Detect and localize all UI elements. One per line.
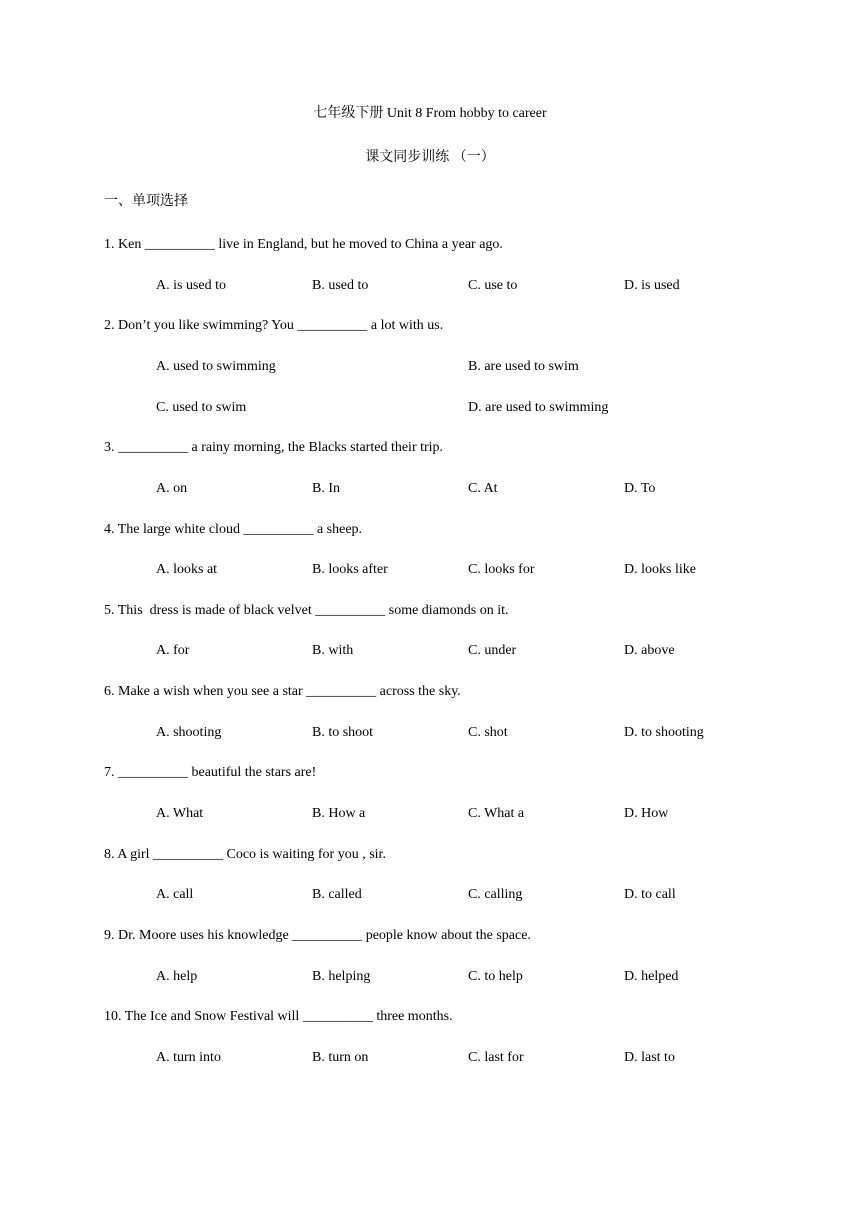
q3-option-b: B. In xyxy=(312,481,340,496)
q6-option-d: D. to shooting xyxy=(624,725,704,740)
q7-option-a: A. What xyxy=(156,806,204,821)
question-8: 8. A girl __________ Coco is waiting for you , sir. xyxy=(104,847,386,862)
q4-option-c: C. looks for xyxy=(468,562,535,577)
document-title: 七年级下册 Unit 8 From hobby to career xyxy=(313,106,547,121)
q9-option-b: B. helping xyxy=(312,969,371,984)
q9-option-a: A. help xyxy=(156,969,198,984)
question-2: 2. Don’t you like swimming? You __________ a lot with us. xyxy=(104,318,444,333)
question-4: 4. The large white cloud __________ a sheep. xyxy=(104,522,363,537)
q4-option-a: A. looks at xyxy=(156,562,218,577)
question-5: 5. This dress is made of black velvet __________ some diamonds on it. xyxy=(104,603,509,618)
q8-option-b: B. called xyxy=(312,887,362,902)
q8-option-a: A. call xyxy=(156,887,194,902)
q2-option-d: D. are used to swimming xyxy=(468,400,609,415)
q6-option-b: B. to shoot xyxy=(312,725,374,740)
q1-option-d: D. is used xyxy=(624,278,680,293)
question-3: 3. __________ a rainy morning, the Blacks started their trip. xyxy=(104,440,444,455)
document-subtitle: 课文同步训练 （一） xyxy=(365,150,495,165)
q2-option-a: A. used to swimming xyxy=(156,359,276,374)
q8-option-c: C. calling xyxy=(468,887,523,902)
q3-option-c: C. At xyxy=(468,481,498,496)
q5-option-d: D. above xyxy=(624,643,675,658)
q2-option-b: B. are used to swim xyxy=(468,359,579,374)
question-9: 9. Dr. Moore uses his knowledge __________ people know about the space. xyxy=(104,928,531,943)
q5-option-c: C. under xyxy=(468,643,517,658)
q7-option-c: C. What a xyxy=(468,806,525,821)
section-heading: 一、单项选择 xyxy=(104,194,188,209)
question-7: 7. __________ beautiful the stars are! xyxy=(104,765,317,780)
q10-option-d: D. last to xyxy=(624,1050,675,1065)
q1-option-c: C. use to xyxy=(468,278,518,293)
q6-option-a: A. shooting xyxy=(156,725,222,740)
question-10: 10. The Ice and Snow Festival will __________ three months. xyxy=(104,1009,453,1024)
q7-option-b: B. How a xyxy=(312,806,366,821)
q4-option-b: B. looks after xyxy=(312,562,388,577)
q2-option-c: C. used to swim xyxy=(156,400,247,415)
q5-option-a: A. for xyxy=(156,643,190,658)
q6-option-c: C. shot xyxy=(468,725,508,740)
q7-option-d: D. How xyxy=(624,806,669,821)
q4-option-d: D. looks like xyxy=(624,562,696,577)
q10-option-c: C. last for xyxy=(468,1050,524,1065)
q3-option-a: A. on xyxy=(156,481,188,496)
q5-option-b: B. with xyxy=(312,643,354,658)
q8-option-d: D. to call xyxy=(624,887,676,902)
q9-option-c: C. to help xyxy=(468,969,523,984)
question-1: 1. Ken __________ live in England, but he moved to China a year ago. xyxy=(104,237,503,252)
q3-option-d: D. To xyxy=(624,481,656,496)
q1-option-b: B. used to xyxy=(312,278,369,293)
q1-option-a: A. is used to xyxy=(156,278,226,293)
q10-option-b: B. turn on xyxy=(312,1050,369,1065)
q9-option-d: D. helped xyxy=(624,969,679,984)
q10-option-a: A. turn into xyxy=(156,1050,221,1065)
question-6: 6. Make a wish when you see a star __________ across the sky. xyxy=(104,684,461,699)
